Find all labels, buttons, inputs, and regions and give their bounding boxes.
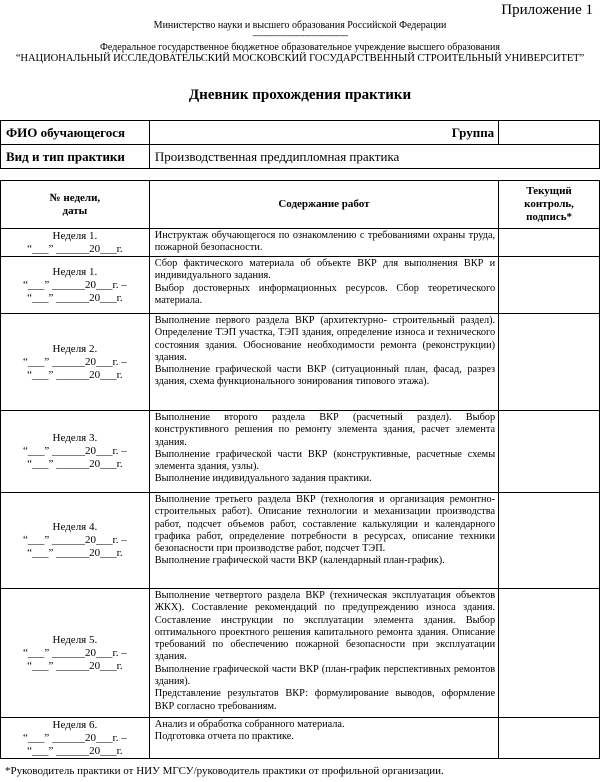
signature-cell[interactable]	[499, 493, 600, 589]
practice-label: Вид и тип практики	[1, 145, 150, 169]
week-row	[1, 314, 600, 411]
week-date-end: “___” ______20___г.	[27, 659, 123, 672]
week-date-end: “___” ______20___г.	[27, 458, 123, 470]
col-week-header	[1, 181, 150, 229]
work-paragraph: Сбор фактического материала об объекте ВКР для выполнения ВКР и индивидуального задания.	[154, 258, 496, 282]
week-date-start: “___” ______20___г. –	[22, 278, 127, 291]
week-label: Неделя 6.	[52, 718, 98, 731]
signature-cell[interactable]	[499, 411, 600, 493]
week-cell	[1, 314, 150, 411]
work-paragraph: Инструктаж обучающегося по ознакомлению с требованиями охраны труда, пожарной безопасности.	[154, 230, 496, 254]
work-content-cell	[149, 257, 498, 314]
table-header-row	[1, 181, 600, 229]
fio-row	[1, 121, 600, 145]
work-paragraph: Подготовка отчета по практике.	[154, 731, 294, 743]
signature-cell[interactable]	[499, 229, 600, 257]
university-name: “НАЦИОНАЛЬНЫЙ ИССЛЕДОВАТЕЛЬСКИЙ МОСКОВСКИЙ ГОСУДАРСТВЕННЫЙ СТРОИТЕЛЬНЫЙ УНИВЕРСИТЕТ”	[15, 53, 585, 64]
fio-label: ФИО обучающегося	[1, 121, 150, 145]
week-cell	[1, 718, 150, 759]
week-cell	[1, 589, 150, 718]
work-paragraph: Выполнение второго раздела ВКР (расчетный раздел). Выбор конструктивного решения по ремонту элемента здания, расчет элемента здания.	[154, 412, 496, 448]
work-content-cell	[149, 493, 498, 589]
week-date-start: “___” ______20___г. –	[22, 534, 127, 546]
col-week-line2: даты	[62, 204, 88, 217]
signature-cell[interactable]	[499, 589, 600, 718]
week-cell	[1, 229, 150, 257]
week-label: Неделя 4.	[52, 521, 98, 533]
week-label: Неделя 3.	[52, 432, 98, 444]
week-date-start: “___” ______20___г.	[27, 242, 123, 255]
week-row	[1, 718, 600, 759]
week-row	[1, 589, 600, 718]
week-date-end: “___” ______20___г.	[27, 291, 123, 304]
week-label: Неделя 5.	[52, 633, 98, 646]
appendix-label: Приложение 1	[501, 2, 593, 18]
ministry-line: Министерство науки и высшего образования Российской Федерации	[153, 20, 447, 31]
work-paragraph: Выполнение первого раздела ВКР (архитектурно- строительный раздел). Определение ТЭП участка, ТЭП здания, определение износа и технического состояния здания. Обоснование необходимости ремонта (реконструкции) здания.	[154, 315, 496, 363]
week-row	[1, 229, 600, 257]
week-cell	[1, 493, 150, 589]
week-date-end: “___” ______20___г.	[27, 368, 123, 381]
signature-cell[interactable]	[499, 257, 600, 314]
institution-type-line: Федеральное государственное бюджетное образовательное учреждение высшего образования	[100, 42, 500, 53]
signature-cell[interactable]	[499, 718, 600, 759]
week-date-end: “___” ______20___г.	[27, 547, 123, 559]
footnote: *Руководитель практики от НИУ МГСУ/руководитель практики от профильной организации.	[5, 765, 444, 777]
week-date-start: “___” ______20___г. –	[22, 731, 127, 744]
week-date-end: “___” ______20___г.	[27, 744, 123, 757]
week-label: Неделя 1.	[52, 265, 98, 278]
student-info-table	[0, 120, 600, 169]
separator-dashes: --------------------------------------------	[252, 31, 348, 40]
week-date-start: “___” ______20___г. –	[22, 355, 127, 368]
group-value	[499, 121, 600, 145]
work-paragraph: Представление результатов ВКР: формулирование выводов, оформление ВКР согласно требованиям.	[154, 688, 496, 712]
work-paragraph: Анализ и обработка собранного материала.	[154, 719, 345, 730]
week-row	[1, 257, 600, 314]
practice-journal-table	[0, 180, 600, 759]
work-paragraph: Выполнение графической части ВКР (конструктивные, расчетные схемы элемента здания, узлы).	[154, 448, 496, 473]
work-content-cell	[149, 314, 498, 411]
week-cell	[1, 411, 150, 493]
week-row	[1, 493, 600, 589]
col-control-line1: Текущий	[526, 185, 572, 197]
col-week-line1: № недели,	[49, 191, 101, 204]
week-cell	[1, 257, 150, 314]
work-paragraph: Выполнение графической части ВКР (календарный план-график).	[154, 555, 445, 567]
work-content-cell	[149, 718, 498, 759]
group-label: Группа	[149, 121, 498, 145]
practice-row	[1, 145, 600, 169]
work-content-cell	[149, 589, 498, 718]
signature-cell[interactable]	[499, 314, 600, 411]
work-content-cell	[149, 229, 498, 257]
document-title: Дневник прохождения практики	[188, 87, 412, 103]
col-control-header	[499, 181, 600, 229]
work-paragraph: Выполнение четвертого раздела ВКР (техническая эксплуатация объектов ЖКХ). Составление рекомендаций по предупреждению износа здания. Составление инструкции по эксплуатации элемента здания. Выбор оптимального проектного решения капитального ремонта здания. Описание требований по обеспечению пожарной безопасности при эксплуатации здания.	[154, 590, 496, 663]
work-paragraph: Выполнение графической части ВКР (ситуационный план, фасад, разрез здания, схема функционального зонирования типового этажа).	[154, 364, 496, 388]
work-paragraph: Выполнение графической части ВКР (план-график перспективных ремонтов здания).	[154, 663, 496, 688]
work-paragraph: Выполнение индивидуального задания практики.	[154, 473, 372, 485]
practice-value: Производственная преддипломная практика	[149, 145, 599, 169]
col-control-line3: подпись*	[526, 211, 573, 223]
work-content-cell	[149, 411, 498, 493]
week-date-start: “___” ______20___г. –	[22, 646, 127, 659]
col-control-line2: контроль,	[524, 198, 574, 210]
week-date-start: “___” ______20___г. –	[22, 445, 127, 457]
week-row	[1, 411, 600, 493]
work-paragraph: Выполнение третьего раздела ВКР (технология и организация ремонтно-строительных работ). Описание технологии и механизации производства работ, подсчет объемов работ, составление калькуляции и календарного графика работ, определение потребности в ресурсах, описание техники безопасности при производстве работ, подсчет ТЭП.	[154, 494, 496, 555]
week-label: Неделя 1.	[52, 229, 98, 242]
week-label: Неделя 2.	[52, 342, 98, 355]
col-work-header: Содержание работ	[149, 181, 498, 229]
work-paragraph: Выбор достоверных информационных ресурсов. Сбор теоретического материала.	[154, 282, 496, 306]
